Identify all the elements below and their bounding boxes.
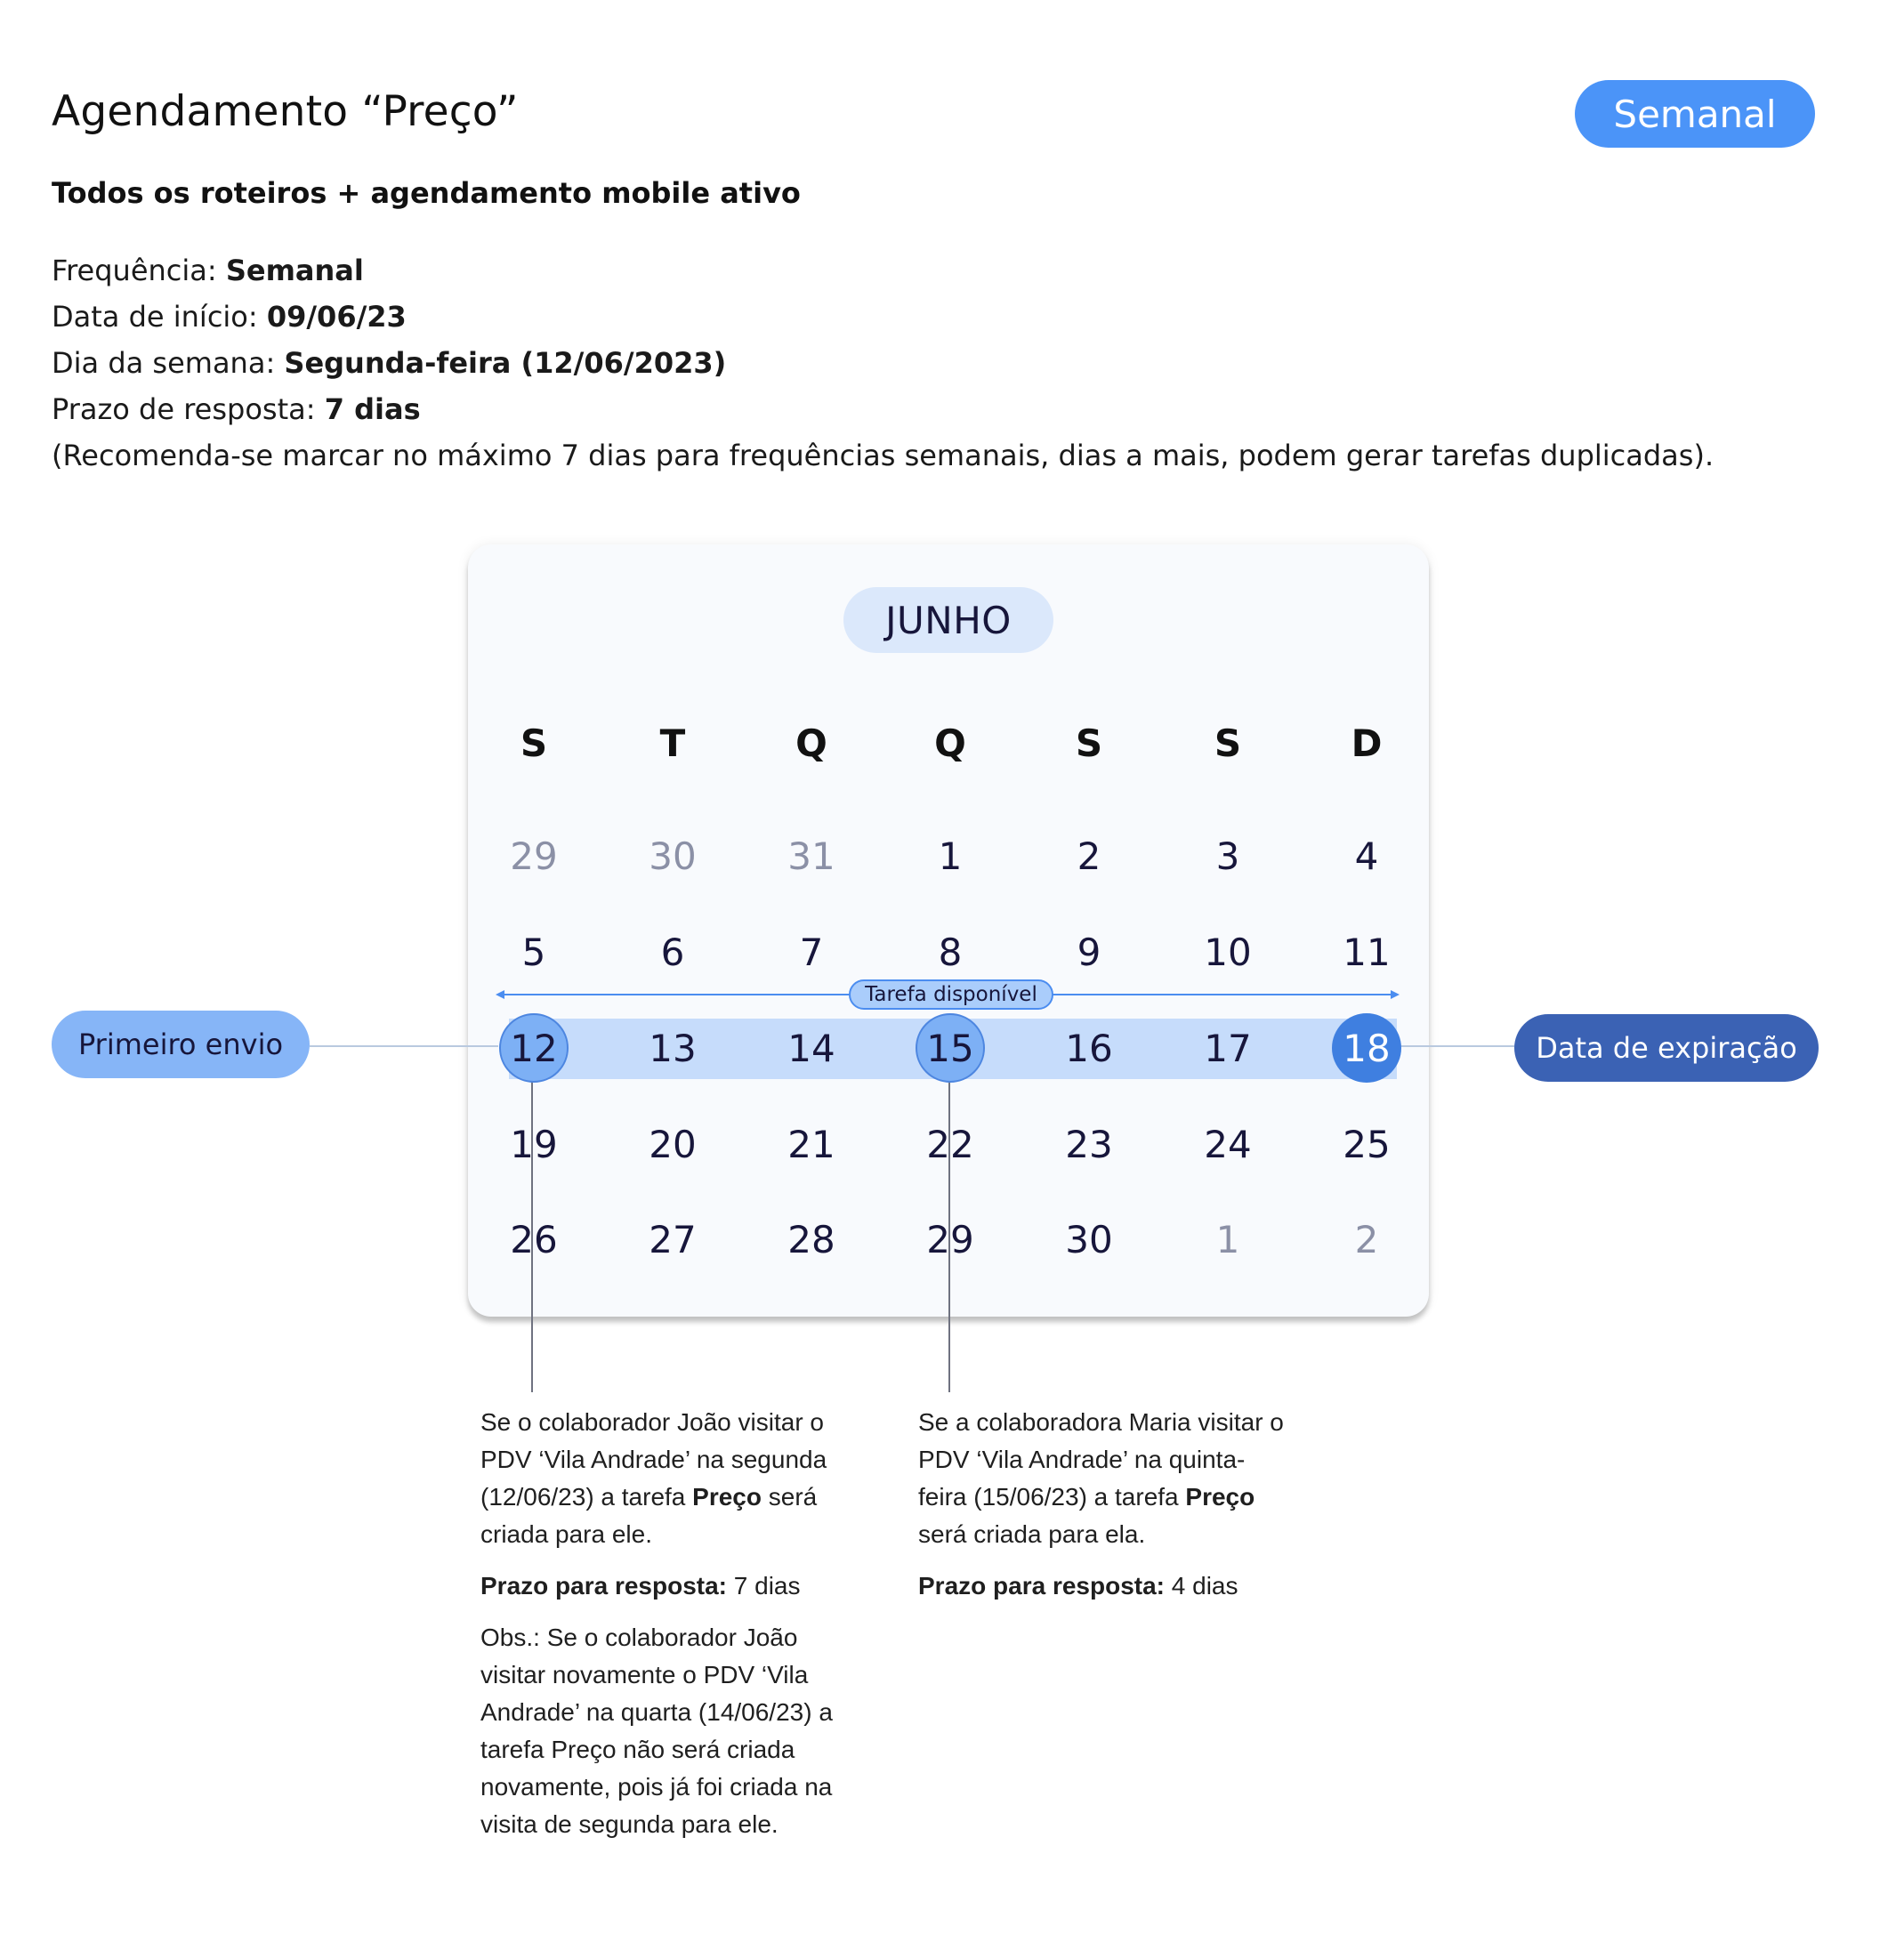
calendar-day[interactable]: 10 — [1204, 930, 1252, 974]
calendar-day[interactable]: 29 — [510, 834, 558, 878]
calendar-day[interactable]: 18 — [1343, 1026, 1391, 1070]
calendar-day[interactable]: 1 — [938, 834, 963, 878]
calendar-day[interactable]: 4 — [1354, 834, 1379, 878]
expiry-label: Data de expiração — [1536, 1031, 1797, 1065]
calendar-day[interactable]: 3 — [1215, 834, 1240, 878]
calendar-day[interactable]: 26 — [510, 1217, 558, 1261]
joao-note-text — [480, 1404, 854, 1553]
joao-deadline-value: 7 dias — [727, 1572, 801, 1600]
calendar-day[interactable]: 16 — [1065, 1026, 1113, 1070]
first-send-pill — [52, 1011, 310, 1078]
calendar-day[interactable]: 24 — [1204, 1122, 1252, 1166]
joao-note-outro: será criada para ele. — [480, 1483, 818, 1548]
calendar-day[interactable]: 7 — [799, 930, 824, 974]
weekday-label: Dia da semana: — [52, 346, 285, 380]
weekday-header: D — [1351, 721, 1383, 765]
calendar-day[interactable]: 27 — [649, 1217, 697, 1261]
available-task-tag — [849, 979, 1053, 1010]
calendar-day[interactable]: 31 — [787, 834, 835, 878]
available-arrow-left-head — [496, 990, 504, 999]
calendar-day[interactable]: 5 — [521, 930, 546, 974]
weekday-header: Q — [795, 721, 827, 765]
calendar-day[interactable]: 19 — [510, 1122, 558, 1166]
frequency-value: Semanal — [225, 254, 364, 287]
weekday-header: T — [659, 721, 686, 765]
calendar-day[interactable]: 2 — [1077, 834, 1101, 878]
deadline-value: 7 dias — [324, 392, 421, 426]
calendar-day[interactable]: 22 — [926, 1122, 974, 1166]
start-date-label: Data de início: — [52, 300, 267, 334]
calendar-day[interactable]: 30 — [1065, 1217, 1113, 1261]
calendar-day[interactable]: 11 — [1343, 930, 1391, 974]
weekday-value: Segunda-feira (12/06/2023) — [284, 346, 727, 380]
recommendation-text: (Recomenda-se marcar no máximo 7 dias para frequências semanais, dias a mais, podem gerar tarefas duplicadas). — [52, 439, 1714, 472]
deadline-label: Prazo de resposta: — [52, 392, 325, 426]
joao-obs: Obs.: Se o colaborador João visitar novamente o PDV ‘Vila Andrade’ na quarta (14/06/23) a tarefa Preço não será criada novamente, pois já foi criada na visita de segunda para ele. — [480, 1624, 833, 1838]
joao-note-intro: Se o colaborador João visitar o PDV ‘Vila Andrade’ na segunda (12/06/23) a tarefa — [480, 1408, 827, 1511]
maria-note-text — [918, 1404, 1292, 1553]
joao-note-task: Preço — [692, 1483, 762, 1511]
calendar-day[interactable]: 30 — [649, 834, 697, 878]
calendar-day[interactable]: 1 — [1215, 1217, 1240, 1261]
frequency-badge-label: Semanal — [1613, 92, 1777, 136]
expiry-pill — [1514, 1014, 1819, 1082]
first-send-label: Primeiro envio — [77, 1027, 284, 1061]
weekday-header: S — [520, 721, 548, 765]
calendar-day[interactable]: 14 — [787, 1026, 835, 1070]
start-date-value: 09/06/23 — [266, 300, 407, 334]
calendar-day[interactable]: 23 — [1065, 1122, 1113, 1166]
joao-deadline — [480, 1567, 854, 1605]
maria-note-task: Preço — [1185, 1483, 1255, 1511]
maria-note-intro: Se a colaboradora Maria visitar o PDV ‘Vila Andrade’ na quinta-feira (15/06/23) a tarefa — [918, 1408, 1284, 1511]
calendar-day[interactable]: 2 — [1354, 1217, 1379, 1261]
calendar-day[interactable]: 9 — [1077, 930, 1101, 974]
calendar-day[interactable]: 29 — [926, 1217, 974, 1261]
calendar-day[interactable]: 6 — [660, 930, 685, 974]
page-subtitle: Todos os roteiros + agendamento mobile ativo — [52, 176, 801, 210]
page-title: Agendamento “Preço” — [52, 87, 519, 136]
weekday-header: S — [1075, 721, 1103, 765]
calendar-day[interactable]: 12 — [510, 1026, 558, 1070]
maria-deadline — [918, 1567, 1292, 1605]
weekday-header: Q — [934, 721, 966, 765]
calendar-day[interactable]: 15 — [926, 1026, 974, 1070]
available-arrow-right-head — [1391, 990, 1400, 999]
month-label: JUNHO — [885, 598, 1012, 642]
joao-note — [480, 1404, 854, 1857]
calendar-day[interactable]: 8 — [938, 930, 963, 974]
maria-deadline-value: 4 dias — [1165, 1572, 1238, 1600]
calendar-day[interactable]: 20 — [649, 1122, 697, 1166]
calendar-day[interactable]: 28 — [787, 1217, 835, 1261]
available-task-label: Tarefa disponível — [865, 983, 1037, 1006]
maria-note-outro: será criada para ela. — [918, 1520, 1146, 1548]
calendar-day[interactable]: 25 — [1343, 1122, 1391, 1166]
weekday-header: S — [1214, 721, 1242, 765]
calendar-day[interactable]: 17 — [1204, 1026, 1252, 1070]
maria-deadline-label: Prazo para resposta: — [918, 1572, 1165, 1600]
joao-deadline-label: Prazo para resposta: — [480, 1572, 727, 1600]
frequency-label: Frequência: — [52, 254, 226, 287]
maria-note — [918, 1404, 1292, 1619]
calendar-day[interactable]: 21 — [787, 1122, 835, 1166]
calendar-day[interactable]: 13 — [649, 1026, 697, 1070]
